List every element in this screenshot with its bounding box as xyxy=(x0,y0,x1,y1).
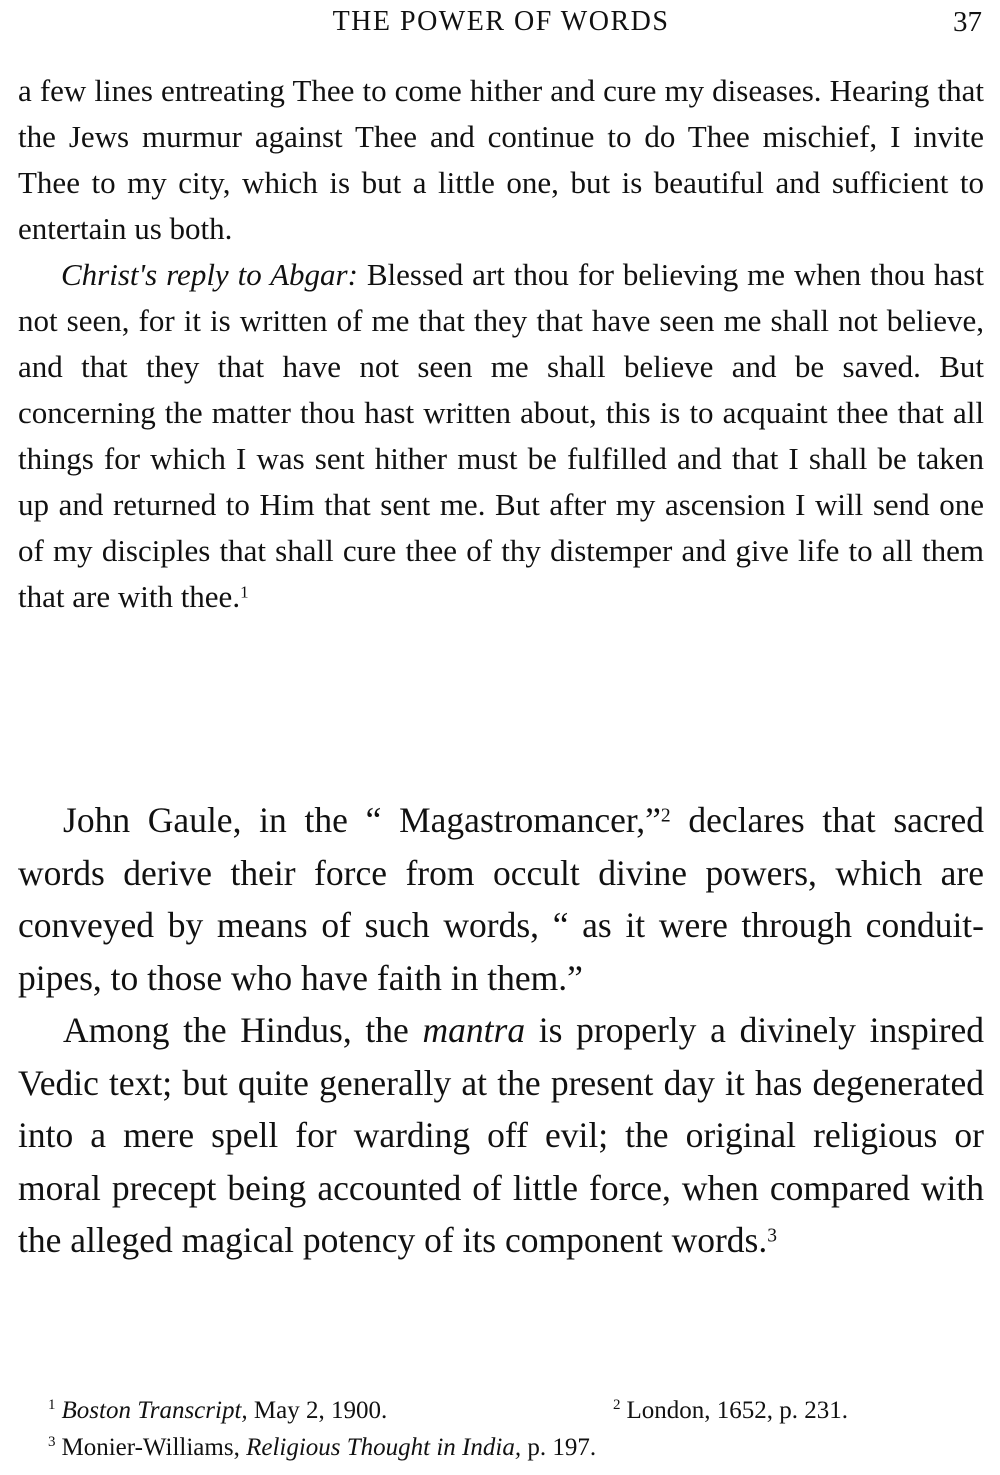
mantra-text-rest: is properly a divinely inspired Vedic text; but quite generally at the present day it has degenerated into a mere spell for warding off evil; the original religious or moral precept being accounted of little force, when compared with the alleged magical potency of its component words. xyxy=(18,1010,984,1260)
footnote-2-text: London, 1652, p. 231. xyxy=(626,1397,849,1424)
letter-text-block xyxy=(18,68,984,620)
mantra-paragraph xyxy=(18,1004,984,1267)
footnotes xyxy=(48,1392,948,1466)
mantra-text-start: Among the Hindus, the xyxy=(63,1010,423,1050)
christ-reply-paragraph xyxy=(18,252,984,620)
page-number: 37 xyxy=(953,6,982,38)
abgar-letter-continuation: a few lines entreating Thee to come hither and cure my diseases. Hearing that the Jews murmur against Thee and continue to do Thee mischief, I invite Thee to my city, which is but a little one, but is beautiful and sufficient to entertain us both. xyxy=(18,73,984,246)
running-title: THE POWER OF WORDS xyxy=(332,6,670,37)
gaule-text-start: John Gaule, in the “ Magastromancer,” xyxy=(63,800,661,840)
footnote-1-source: Boston Transcript, xyxy=(61,1397,248,1424)
footnote-1-date: May 2, 1900. xyxy=(247,1397,388,1424)
gaule-paragraph xyxy=(18,794,984,1004)
footnote-2-mark: 2 xyxy=(613,1397,621,1413)
mantra-term: mantra xyxy=(422,1010,526,1050)
footnote-3 xyxy=(48,1429,948,1466)
christ-reply-heading: Christ's reply to Abgar: xyxy=(61,257,358,292)
footnote-1 xyxy=(48,1397,387,1424)
body-text-block xyxy=(18,794,984,1267)
footnote-ref-2: 2 xyxy=(660,805,671,827)
running-header xyxy=(20,2,982,46)
footnote-ref-3: 3 xyxy=(767,1225,777,1247)
gaule-text-rest: declares that sacred words derive their force from occult divine powers, which are conveyed by means of such words, “ as it were through conduit-pipes, to those who have faith in them.” xyxy=(18,800,984,998)
footnote-1-mark: 1 xyxy=(48,1397,56,1413)
footnote-2 xyxy=(613,1392,848,1429)
footnote-3-title: Religious Thought in India, xyxy=(246,1434,522,1461)
footnote-3-page: p. 197. xyxy=(521,1434,597,1461)
footnote-row xyxy=(48,1392,948,1429)
footnote-3-author: Monier-Williams, xyxy=(61,1434,247,1461)
footnote-3-mark: 3 xyxy=(48,1434,56,1450)
christ-reply-text: Blessed art thou for believing me when thou hast not seen, for it is written of me that they that have seen me shall not believe, and that they that have not seen me shall believe and be saved. But concerning the matter thou hast written about, this is to acquaint thee that all things for which I was sent hither must be fulfilled and that I shall be taken up and returned to Him that sent me. But after my ascension I will send one of my disciples that shall cure thee of thy distemper and give life to all them that are with thee. xyxy=(18,257,984,614)
footnote-ref-1: 1 xyxy=(240,582,249,602)
